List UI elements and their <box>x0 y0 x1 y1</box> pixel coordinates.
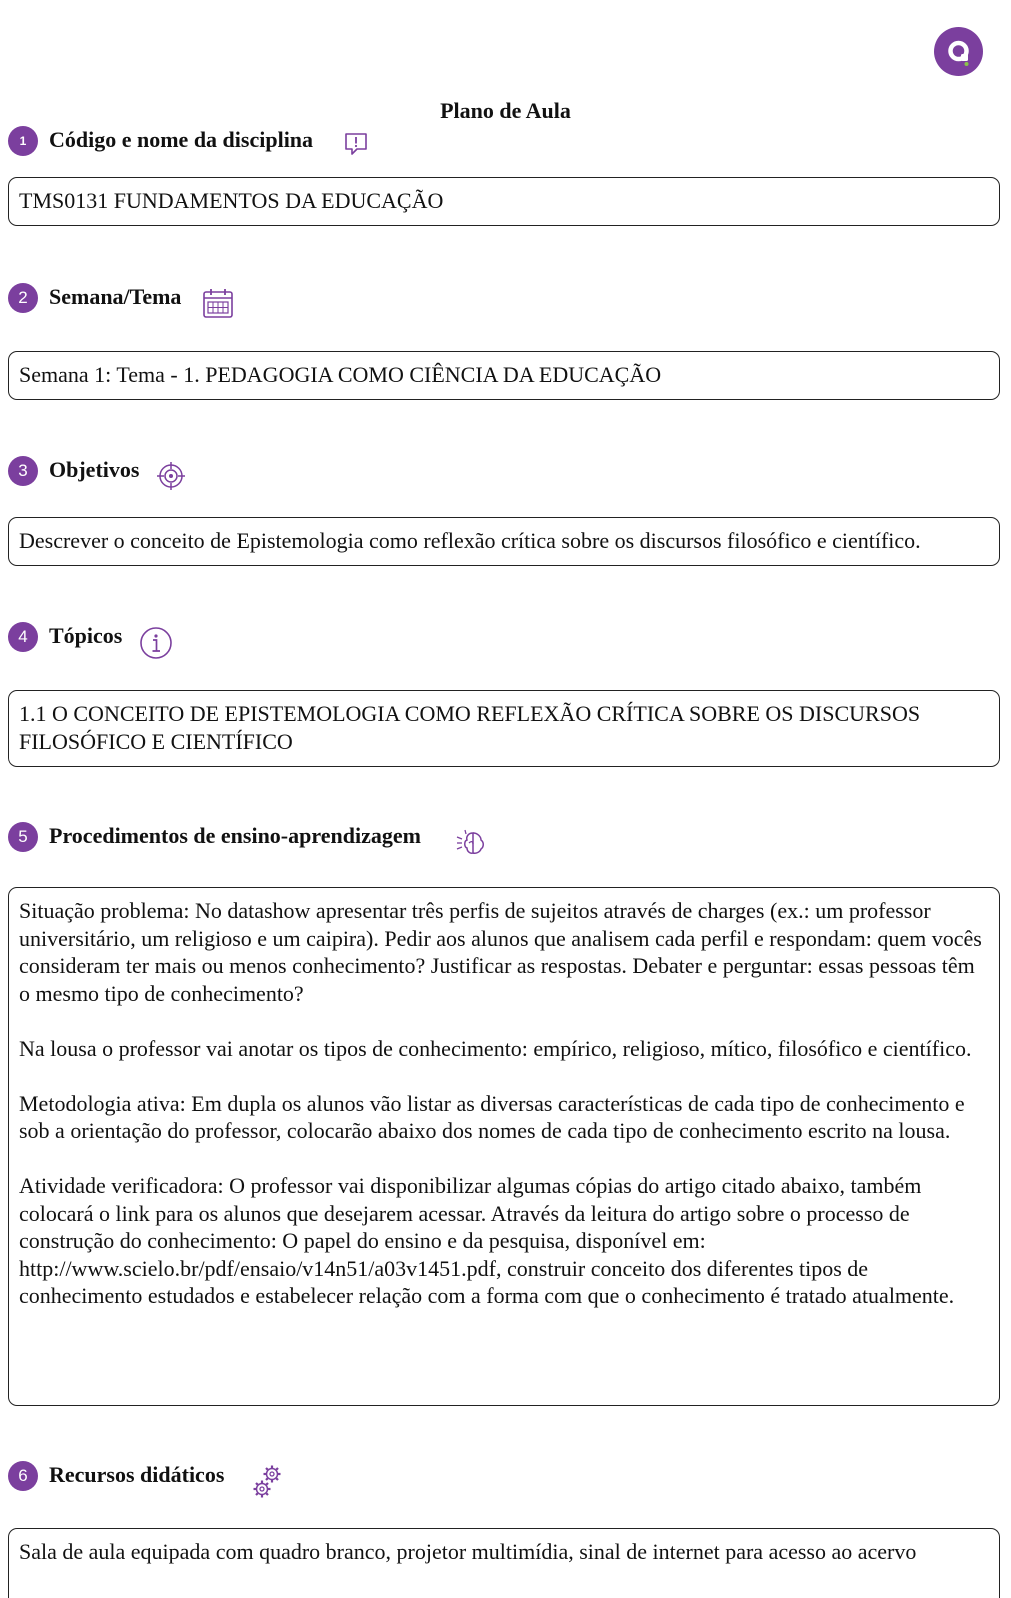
semana-tema-field: Semana 1: Tema - 1. PEDAGOGIA COMO CIÊNCIA DA EDUCAÇÃO <box>8 351 1000 400</box>
procedimentos-field <box>8 887 1000 1406</box>
section-heading-topicos <box>8 622 208 654</box>
procedimentos-paragraph: Atividade verificadora: O professor vai disponibilizar algumas cópias do artigo citado abaixo, também colocará o link para os alunos que desejarem acessar. Através da leitura do artigo sobre o processo de construção do conhecimento: O papel do ensino e da pesquisa, disponível em: http://www.scielo.br/pdf/ensaio/v14n51/a03v1451.pdf, construir conceito dos diferentes tipos de conhecimento estudados e estabelecer relação com a forma com que o conhecimento é tratado atualmente. <box>19 1173 955 1308</box>
document-title: Plano de Aula <box>440 98 571 123</box>
section-title: Recursos didáticos <box>49 1462 225 1487</box>
section-number-badge: 2 <box>8 283 38 313</box>
objetivos-field: Descrever o conceito de Epistemologia como reflexão crítica sobre os discursos filosófico e científico. <box>8 517 1000 566</box>
section-heading-procedimentos <box>8 822 498 854</box>
logo-icon[interactable] <box>934 27 983 76</box>
section-number-badge: 3 <box>8 456 38 486</box>
calendar-icon <box>202 287 234 319</box>
section-heading-semana-tema <box>8 283 268 315</box>
recursos-field: Sala de aula equipada com quadro branco, projetor multimídia, sinal de internet para acesso ao acervo <box>8 1528 1000 1598</box>
section-title: Procedimentos de ensino-aprendizagem <box>49 823 421 848</box>
section-heading-disciplina <box>8 126 408 158</box>
procedimentos-paragraph: Metodologia ativa: Em dupla os alunos vão listar as diversas características de cada tipo de conhecimento e sob a orientação do professor, colocarão abaixo dos nomes de cada tipo de conhecimento escrito na lousa. <box>19 1090 965 1143</box>
section-heading-objetivos <box>8 456 208 488</box>
section-number-badge: 5 <box>8 822 38 852</box>
section-title: Código e nome da disciplina <box>49 127 314 152</box>
section-number-badge: 6 <box>8 1461 38 1491</box>
section-number-badge: 4 <box>8 622 38 652</box>
info-icon <box>139 626 173 660</box>
section-number-badge: 1 <box>8 126 38 156</box>
topicos-field: 1.1 O CONCEITO DE EPISTEMOLOGIA COMO REFLEXÃO CRÍTICA SOBRE OS DISCURSOS FILOSÓFICO E CIENTÍFICO <box>8 690 1000 767</box>
section-title: Tópicos <box>49 623 123 648</box>
disciplina-field: TMS0131 FUNDAMENTOS DA EDUCAÇÃO <box>8 177 1000 226</box>
section-title: Semana/Tema <box>49 284 182 309</box>
procedimentos-paragraph: Na lousa o professor vai anotar os tipos de conhecimento: empírico, religioso, mítico, filosófico e científico. <box>19 1035 972 1061</box>
gears-icon <box>251 1462 285 1500</box>
section-heading-recursos <box>8 1461 298 1493</box>
target-icon <box>156 461 186 491</box>
speech-bubble-alert-icon <box>344 131 370 157</box>
procedimentos-paragraph: Situação problema: No datashow apresentar três perfis de sujeitos através de charges (ex.: um professor universitário, um religioso e um caipira). Pedir aos alunos que analisem cada perfil e respondam: quem vocês consideram ter mais ou menos conhecimento? Justificar as respostas. Debater e perguntar: essas pessoas têm o mesmo tipo de conhecimento? <box>19 898 982 1006</box>
brain-icon <box>456 828 488 858</box>
section-title: Objetivos <box>49 457 140 482</box>
